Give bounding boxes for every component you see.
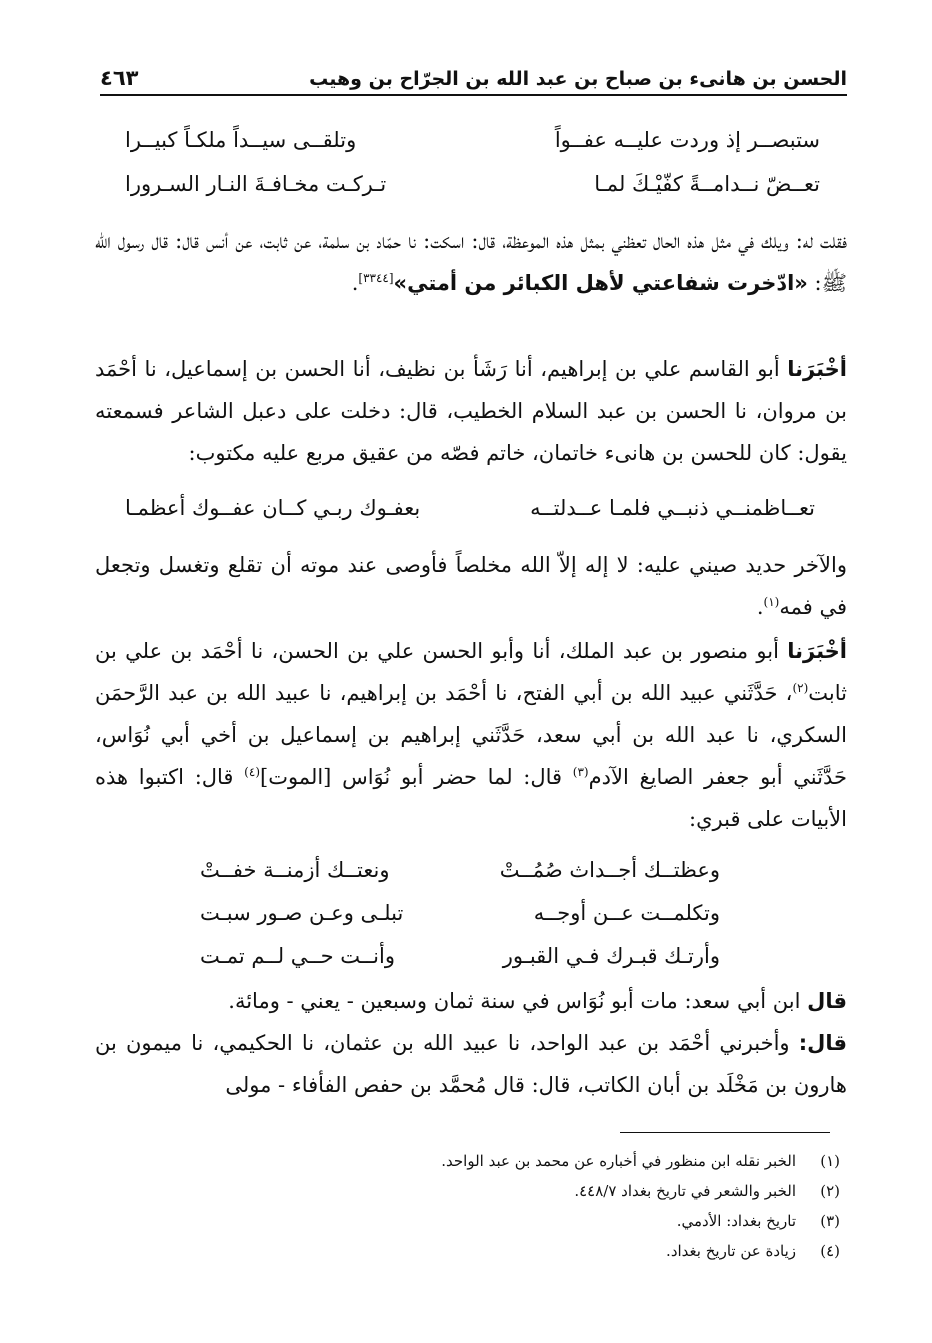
paragraph <box>95 630 847 840</box>
footnote-text: زيادة عن تاريخ بغداد. <box>666 1242 796 1260</box>
verse-line <box>125 172 820 202</box>
footnote-text: الخبر نقله ابن منظور في أخباره عن محمد بن عبد الواحد. <box>441 1152 796 1170</box>
verse-second-hemistich: وتلقــى سيــداً ملكـاً كبيــرا <box>125 128 357 152</box>
verse-first-hemistich: وعظتــك أجــداث صُمُــتْ <box>499 858 720 882</box>
verse-second-hemistich: تـركـت مخـافـةَ النـار السـرورا <box>125 172 387 196</box>
footnote <box>200 1210 840 1232</box>
verse-first-hemistich: ستبصــر إذ وردت عليــه عفــواً <box>554 128 820 152</box>
paragraph-end: . <box>351 271 359 295</box>
paragraph-lead-word: أخْبَرَنا <box>787 357 847 381</box>
page-number: ٤٦٣ <box>100 66 139 90</box>
header-title: الحسن بن هانىء بن صباح بن عبد الله بن الجرّاح بن وهيب <box>309 68 847 90</box>
paragraph-text: أبو منصور بن عبد الملك، أنا وأبو الحسن علي بن الحسن، نا أحْمَد بن علي بن ثابت <box>95 639 847 705</box>
verse-second-hemistich: تبلـى وعـن صـور سبـت <box>200 901 404 925</box>
paragraph <box>95 348 847 474</box>
paragraph-end: . <box>756 595 764 619</box>
verse-first-hemistich: وتكلمــت عــن أوجــه <box>533 901 720 925</box>
paragraph <box>95 220 847 304</box>
footnote <box>200 1180 840 1202</box>
paragraph <box>95 980 847 1022</box>
footnote-ref: (١) <box>763 595 780 609</box>
footnote-number: (٤) <box>820 1242 840 1260</box>
verse-line <box>200 944 720 974</box>
verse-second-hemistich: وأنــت حــي لــم تمـت <box>200 944 395 968</box>
paragraph-lead-word: قال: <box>798 1031 847 1055</box>
paragraph <box>95 544 847 628</box>
verse-line <box>125 496 815 526</box>
footnote-separator <box>620 1132 830 1133</box>
verse-second-hemistich: بعفـوك ربـي كــان عفــوك أعظمـا <box>125 496 421 520</box>
footnote-ref: (٤) <box>244 765 260 779</box>
footnote-number: (٣) <box>820 1212 840 1230</box>
hadith-quote: «ادّخرت شفاعتي لأهل الكبائر من أمتي» <box>393 271 808 295</box>
running-header <box>100 56 847 96</box>
footnote-text: الخبر والشعر في تاريخ بغداد ٤٤٨/٧. <box>574 1182 796 1200</box>
footnote-number: (٢) <box>820 1182 840 1200</box>
paragraph-text: قال: اكتبوا هذه الأبيات على قبري: <box>95 765 847 831</box>
footnote-text: تاريخ بغداد: الأدمي. <box>676 1212 796 1230</box>
paragraph-text: فقلت له: ويلك في مثل هذه الحال تعظني بمثل هذه الموعظة، قال: اسكت: نا حمّاد بن سلمة، عن ثابت، عن أنس قال: قال رسول الله ﷺ: <box>95 229 847 295</box>
verse-line <box>200 901 720 931</box>
paragraph <box>95 1022 847 1106</box>
paragraph-text: ابن أبي سعد: مات أبو نُوَاس في سنة ثمان وسبعين - يعني - ومائة. <box>228 989 808 1013</box>
paragraph-lead-word: أخْبَرَنا <box>787 639 847 663</box>
verse-first-hemistich: وأرتـك قبـرك فـي القبـور <box>502 944 720 968</box>
hadith-reference: [٣٣٤٤] <box>358 271 394 285</box>
verse-second-hemistich: ونعتــك أزمنــة خفــتْ <box>200 858 390 882</box>
footnote <box>200 1240 840 1262</box>
footnote-ref: (٢) <box>792 681 809 695</box>
paragraph-text: والآخر حديد صيني عليه: لا إله إلاّ الله مخلصاً فأوصى عند موته أن تقلع وتغسل وتجعل في فمه <box>95 553 847 619</box>
verse-first-hemistich: تعــضّ نــدامــةً كفّيْـكَ لمـا <box>594 172 820 196</box>
paragraph-text: قال: لما حضر أبو نُوَاس [الموت] <box>260 765 573 789</box>
paragraph-text: وأخبرني أحْمَد بن عبد الواحد، نا عبيد الله بن عثمان، نا الحكيمي، نا ميمون بن هارون بن مَخْلَد بن أبان الكاتب، قال: قال مُحمَّد بن حفص الفأفاء - مولى <box>95 1031 847 1097</box>
paragraph-text: أبو القاسم علي بن إبراهيم، أنا رَشَأ بن نظيف، أنا الحسن بن إسماعيل، نا أحْمَد بن مروان، نا الحسن بن عبد السلام الخطيب، قال: دخلت على دعبل الشاعر فسمعته يقول: كان للحسن بن هانىء خاتمان، خاتم فصّه من عقيق مربع عليه مكتوب: <box>95 357 847 465</box>
paragraph-text: ، حَدَّثَني عبيد الله بن أبي الفتح، نا أحْمَد بن إبراهيم، نا عبيد الله بن عبد الرَّحمَن السكري، نا عبد الله بن أبي سعد، حَدَّثَني إبراهيم بن إسماعيل بن أخي أبي نُوَاس، حَدَّثَني أبو جعفر الصايغ الآدم <box>95 681 847 789</box>
footnote-ref: (٣) <box>572 765 589 779</box>
verse-first-hemistich: تعــاظمنــي ذنبــي فلمـا عــدلتــه <box>530 496 815 520</box>
footnote <box>200 1150 840 1172</box>
verse-line <box>125 128 820 158</box>
paragraph-lead-word: قال <box>807 989 847 1013</box>
footnote-number: (١) <box>820 1152 840 1170</box>
verse-line <box>200 858 720 888</box>
